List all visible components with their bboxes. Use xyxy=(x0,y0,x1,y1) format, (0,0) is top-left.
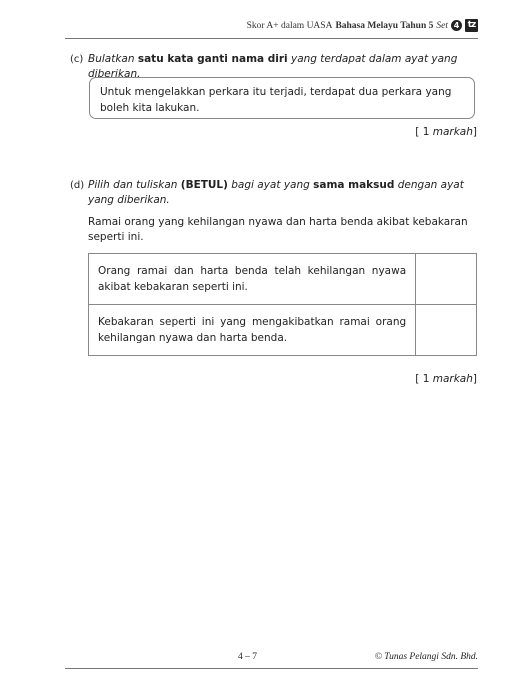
instr-text: Pilih dan tuliskan xyxy=(88,179,178,191)
instr-emphasis: sama maksud xyxy=(313,179,395,191)
instr-text: dengan ayat yang diberikan. xyxy=(88,179,464,206)
marks-close: ] xyxy=(472,126,477,138)
table-row xyxy=(89,254,477,305)
set-number-badge: 4 xyxy=(451,20,462,31)
series-name: Skor A+ dalam UASA xyxy=(246,20,333,31)
question-d-label: (d) xyxy=(70,180,85,191)
marks-word: markah xyxy=(432,126,473,138)
marks-word: markah xyxy=(432,373,473,385)
option-2-text: Kebakaran seperti ini yang mengakibatkan ramai orang kehilangan nyawa dan harta benda. xyxy=(89,305,416,356)
question-d-instruction xyxy=(88,178,480,208)
marks-open: [ 1 xyxy=(415,126,430,138)
page-header xyxy=(247,19,478,32)
copyright-notice: © Tunas Pelangi Sdn. Bhd. xyxy=(374,652,478,662)
option-1-text: Orang ramai dan harta benda telah kehilangan nyawa akibat kebakaran seperti ini. xyxy=(89,254,416,305)
set-label: Set xyxy=(436,20,448,31)
table-row xyxy=(89,305,477,356)
header-divider xyxy=(65,38,478,39)
instr-emphasis: (BETUL) xyxy=(180,179,228,191)
page-number: 4 – 7 xyxy=(238,652,257,662)
instr-text: yang terdapat dalam ayat yang diberikan. xyxy=(88,53,458,80)
marks-open: [ 1 xyxy=(415,373,430,385)
question-c-marks xyxy=(415,126,477,138)
instr-emphasis: satu kata ganti nama diri xyxy=(137,53,288,65)
question-d xyxy=(70,178,480,208)
marks-close: ] xyxy=(472,373,477,385)
question-d-stem: Ramai orang yang kehilangan nyawa dan harta benda akibat kebakaran seperti ini. xyxy=(88,216,468,243)
question-c-sentence[interactable]: Untuk mengelakkan perkara itu terjadi, terdapat dua perkara yang boleh kita lakukan. xyxy=(100,86,452,114)
option-1-answer-box[interactable] xyxy=(416,254,477,305)
publisher-logo-icon: tz xyxy=(465,19,478,32)
question-c-label: (c) xyxy=(70,54,84,65)
instr-text: Bulatkan xyxy=(88,53,135,65)
question-c-sentence-box xyxy=(89,77,475,119)
footer-divider xyxy=(65,668,478,669)
instr-text: bagi ayat yang xyxy=(231,179,310,191)
answer-options-table xyxy=(88,253,477,356)
question-d-marks xyxy=(415,373,477,385)
option-2-answer-box[interactable] xyxy=(416,305,477,356)
book-title: Bahasa Melayu Tahun 5 xyxy=(335,20,434,31)
